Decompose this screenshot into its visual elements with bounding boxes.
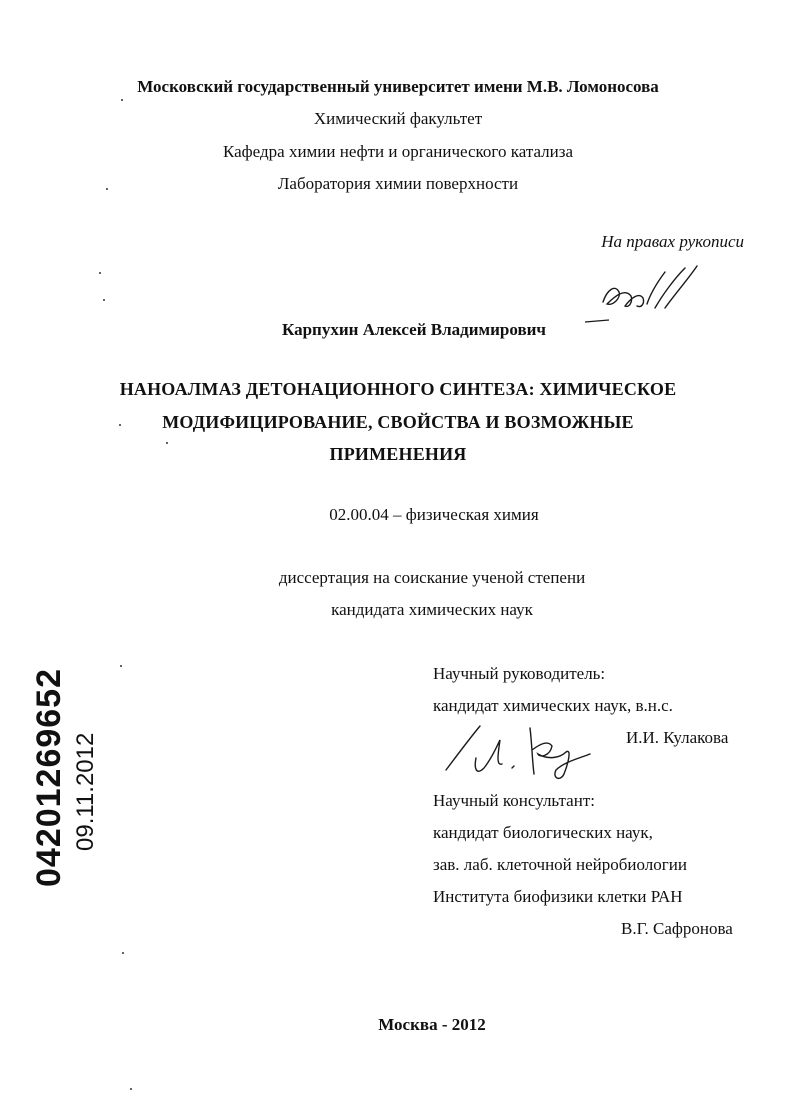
university-name: Московский государственный университет имени М.В. Ломоносова (137, 77, 659, 96)
author-name: Карпухин Алексей Владимирович (282, 320, 547, 339)
city-year: Москва - 2012 (378, 1015, 486, 1034)
stamp-date: 09.11.2012 (72, 732, 99, 851)
department-name: Кафедра химии нефти и органического катализа (223, 142, 573, 161)
title-line-3: ПРИМЕНЕНИЯ (329, 444, 467, 464)
degree-line-1: диссертация на соискание ученой степени (278, 568, 586, 587)
specialty-code: 02.00.04 – физическая химия (329, 505, 539, 524)
scan-speck (103, 299, 105, 301)
scan-speck (106, 188, 108, 190)
consultant-position: зав. лаб. клеточной нейробиологии (433, 855, 687, 874)
degree-line-2: кандидата химических наук (331, 600, 533, 619)
scan-speck (120, 665, 122, 667)
supervisor-name: И.И. Кулакова (626, 728, 729, 747)
supervisor-signature (440, 718, 600, 788)
manuscript-note: На правах рукописи (601, 232, 744, 251)
scan-speck (119, 424, 121, 426)
scan-speck (121, 99, 123, 101)
scan-speck (122, 952, 124, 954)
consultant-degree: кандидат биологических наук, (433, 823, 653, 842)
consultant-institute: Института биофизики клетки РАН (433, 887, 683, 906)
scan-speck (166, 442, 168, 444)
title-line-2: МОДИФИЦИРОВАНИЕ, СВОЙСТВА И ВОЗМОЖНЫЕ (162, 412, 634, 432)
title-line-1: НАНОАЛМАЗ ДЕТОНАЦИОННОГО СИНТЕЗА: ХИМИЧЕСКОЕ (119, 379, 677, 399)
scan-speck (99, 272, 101, 274)
laboratory-name: Лаборатория химии поверхности (277, 174, 519, 193)
consultant-role: Научный консультант: (433, 791, 595, 810)
stamp-number: 04201269652 (30, 667, 68, 887)
supervisor-role: Научный руководитель: (433, 664, 606, 683)
consultant-name: В.Г. Сафронова (621, 919, 733, 938)
author-signature (585, 262, 705, 332)
scan-speck (130, 1088, 132, 1090)
supervisor-degree: кандидат химических наук, в.н.с. (433, 696, 673, 715)
faculty-name: Химический факультет (313, 109, 483, 128)
